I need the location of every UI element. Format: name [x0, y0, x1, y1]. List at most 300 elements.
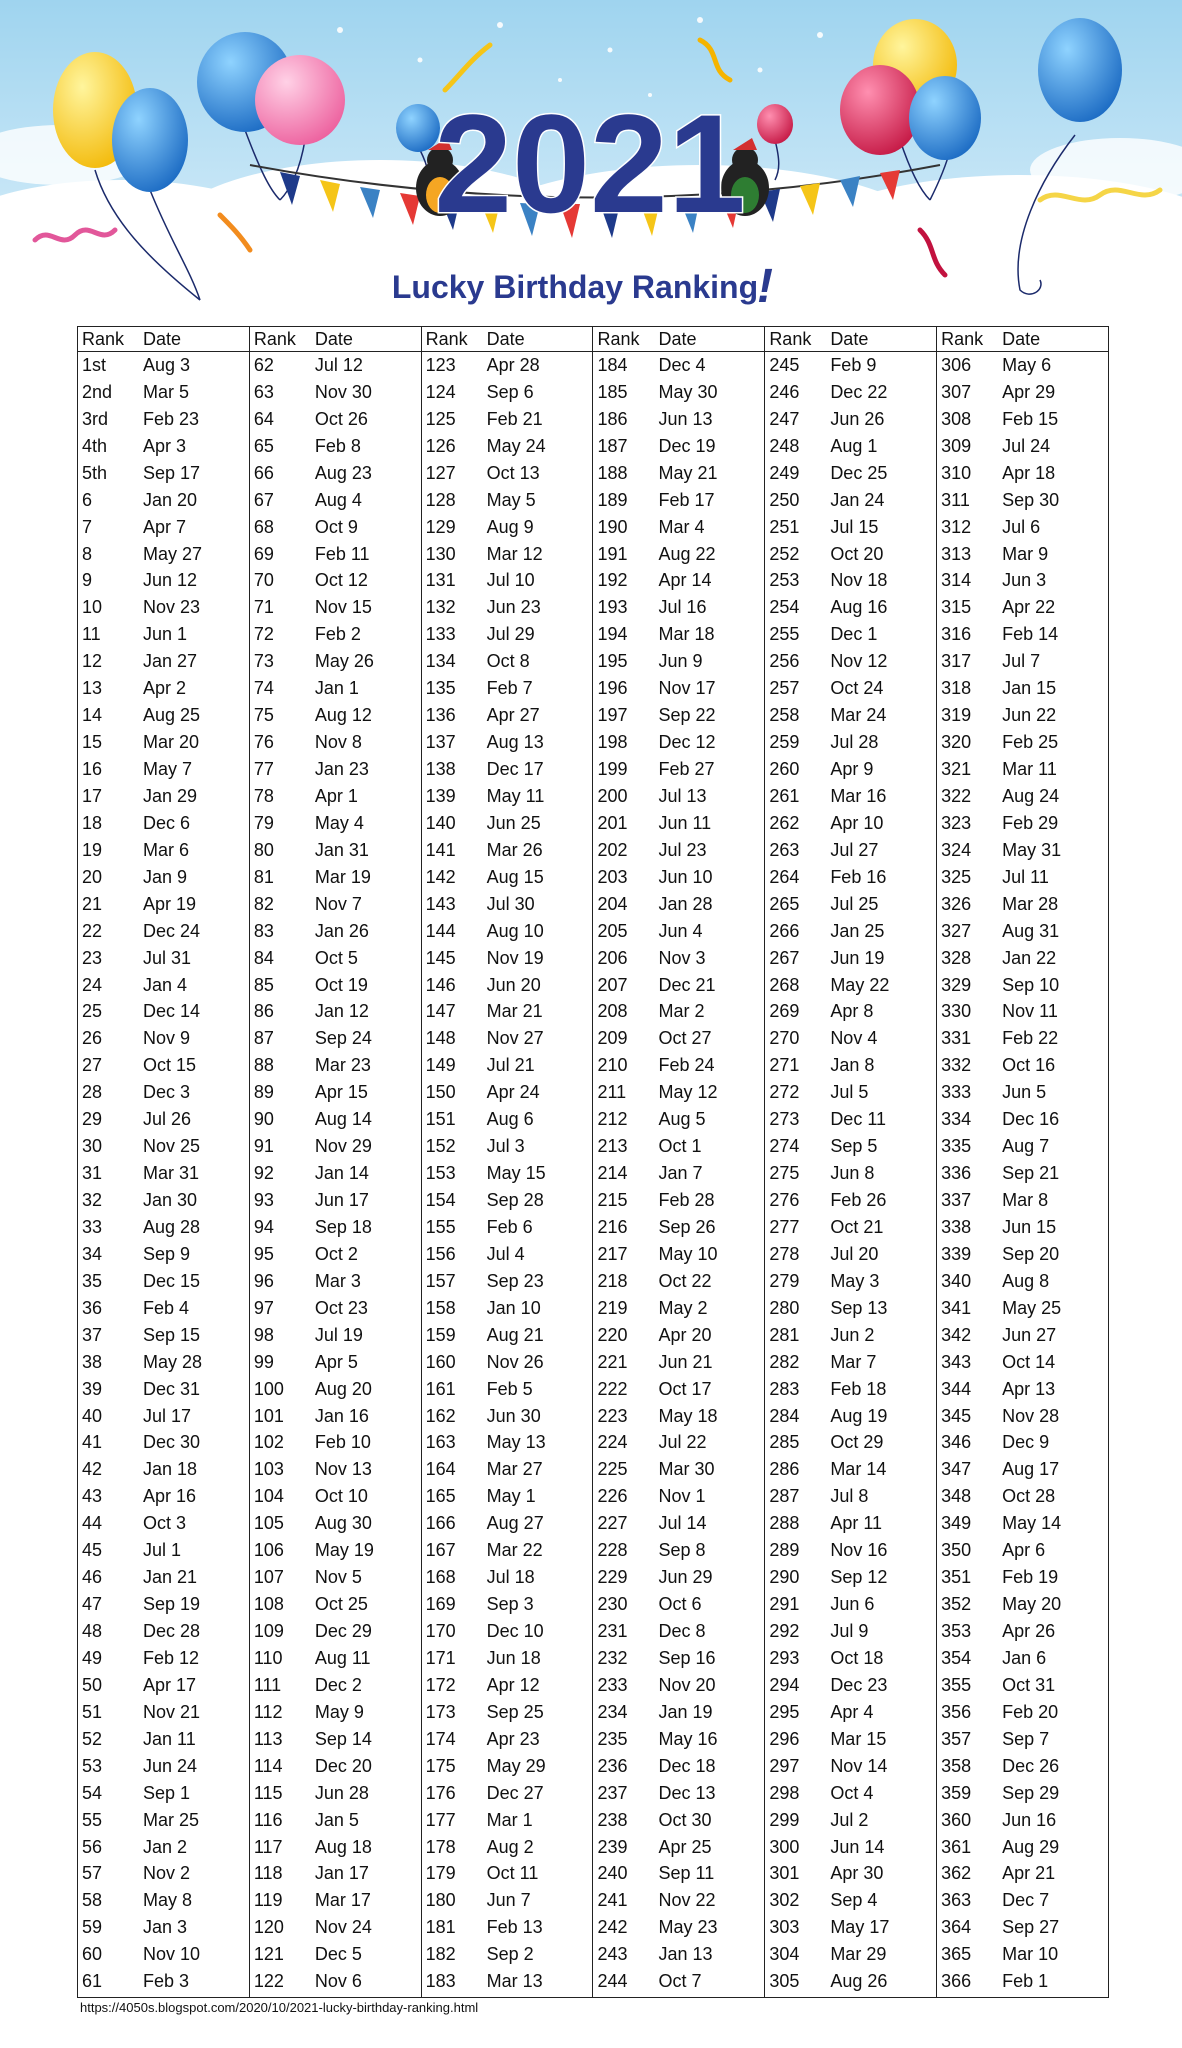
rank-cell: 185 [597, 381, 628, 402]
date-cell: Jun 3 [1002, 570, 1047, 591]
table-row [593, 1079, 764, 1106]
date-cell: Jul 11 [1002, 866, 1049, 887]
rank-cell: 298 [769, 1782, 800, 1803]
ranking-column [249, 327, 421, 1997]
table-row [593, 1699, 764, 1726]
date-cell: Sep 14 [314, 1728, 372, 1749]
table-row [937, 1726, 1108, 1753]
date-cell: Jun 2 [830, 1324, 875, 1345]
rank-cell: 260 [769, 759, 800, 780]
ranking-column [421, 327, 593, 1997]
date-cell: Jan 20 [143, 489, 198, 510]
banner-illustration [0, 0, 1182, 320]
rank-cell: 140 [425, 812, 456, 833]
table-row [937, 1968, 1108, 1995]
rank-cell: 354 [941, 1647, 972, 1668]
rank-cell: 237 [597, 1782, 628, 1803]
rank-cell: 284 [769, 1405, 800, 1426]
table-row [78, 487, 249, 514]
rank-cell: 235 [597, 1728, 628, 1749]
table-row [593, 1672, 764, 1699]
rank-cell: 120 [253, 1917, 284, 1938]
date-cell: Nov 3 [658, 947, 706, 968]
table-row [422, 1160, 593, 1187]
date-header: Date [314, 328, 353, 349]
date-cell: Jan 30 [143, 1190, 198, 1211]
table-row [937, 1268, 1108, 1295]
rank-cell: 317 [941, 651, 972, 672]
rank-cell: 113 [253, 1728, 283, 1749]
rank-cell: 213 [597, 1136, 628, 1157]
rank-cell: 94 [253, 1216, 274, 1237]
date-cell: Mar 18 [658, 624, 715, 645]
date-cell: Dec 6 [143, 812, 191, 833]
table-row [593, 1295, 764, 1322]
rank-cell: 249 [769, 462, 800, 483]
table-row [593, 729, 764, 756]
table-row [78, 1726, 249, 1753]
table-row [593, 972, 764, 999]
table-row [250, 756, 421, 783]
date-cell: Oct 10 [314, 1486, 368, 1507]
date-cell: Oct 14 [1002, 1351, 1056, 1372]
table-row [78, 541, 249, 568]
date-cell: Jun 10 [658, 866, 713, 887]
table-row [78, 1564, 249, 1591]
rank-cell: 296 [769, 1728, 800, 1749]
rank-cell: 277 [769, 1216, 800, 1237]
date-cell: Jun 26 [830, 408, 885, 429]
table-row [250, 568, 421, 595]
table-row [765, 1214, 936, 1241]
date-cell: Jan 8 [830, 1055, 875, 1076]
rank-cell: 323 [941, 812, 972, 833]
rank-cell: 337 [941, 1190, 972, 1211]
table-row [422, 999, 593, 1026]
date-cell: Mar 2 [658, 1001, 705, 1022]
source-url: https://4050s.blogspot.com/2020/10/2021-lucky-birthday-ranking.html [80, 2000, 479, 2015]
rank-cell: 251 [769, 516, 800, 537]
table-row [422, 621, 593, 648]
rank-cell: 46 [82, 1567, 103, 1588]
date-cell: Jan 4 [143, 974, 188, 995]
table-row [78, 891, 249, 918]
rank-cell: 153 [425, 1163, 456, 1184]
table-row [78, 1322, 249, 1349]
date-cell: Oct 12 [314, 570, 368, 591]
rank-cell: 366 [941, 1971, 972, 1992]
blue-balloon-icon [1038, 18, 1122, 122]
table-row [593, 783, 764, 810]
rank-cell: 239 [597, 1836, 628, 1857]
table-row [765, 1025, 936, 1052]
date-cell: Aug 18 [314, 1836, 372, 1857]
rank-cell: 234 [597, 1701, 628, 1722]
rank-cell: 217 [597, 1243, 628, 1264]
table-row [765, 1106, 936, 1133]
date-cell: May 19 [314, 1540, 374, 1561]
date-cell: Sep 22 [658, 705, 716, 726]
rank-cell: 92 [253, 1163, 274, 1184]
rank-cell: 117 [253, 1836, 283, 1857]
table-row [250, 433, 421, 460]
date-cell: Oct 5 [314, 947, 358, 968]
rank-cell: 74 [253, 678, 274, 699]
date-cell: Sep 5 [830, 1136, 878, 1157]
date-cell: Jul 9 [830, 1621, 869, 1642]
rank-cell: 286 [769, 1459, 800, 1480]
rank-cell: 269 [769, 1001, 800, 1022]
rank-cell: 70 [253, 570, 274, 591]
date-cell: Dec 14 [143, 1001, 201, 1022]
table-row [250, 864, 421, 891]
date-cell: Dec 27 [486, 1782, 544, 1803]
table-row [78, 1376, 249, 1403]
date-cell: May 20 [1002, 1594, 1062, 1615]
table-row [937, 514, 1108, 541]
table-row [593, 514, 764, 541]
rank-cell: 204 [597, 893, 628, 914]
table-row [78, 1214, 249, 1241]
date-cell: Jan 25 [830, 920, 885, 941]
date-cell: Jul 20 [830, 1243, 879, 1264]
table-row [250, 1025, 421, 1052]
date-cell: Jul 13 [658, 785, 707, 806]
date-cell: May 6 [1002, 354, 1052, 375]
rank-cell: 125 [425, 408, 456, 429]
rank-cell: 148 [425, 1028, 456, 1049]
rank-cell: 42 [82, 1459, 103, 1480]
table-row [937, 1887, 1108, 1914]
rank-cell: 3rd [82, 408, 109, 429]
table-row [937, 1672, 1108, 1699]
date-cell: Mar 6 [143, 839, 190, 860]
date-cell: Apr 14 [658, 570, 712, 591]
rank-cell: 171 [425, 1647, 456, 1668]
rank-header: Rank [597, 328, 640, 349]
date-cell: Jul 22 [658, 1432, 707, 1453]
table-row [937, 487, 1108, 514]
table-row [250, 1618, 421, 1645]
date-cell: May 27 [143, 543, 203, 564]
rank-cell: 299 [769, 1809, 800, 1830]
table-row [937, 568, 1108, 595]
table-row [765, 1780, 936, 1807]
rank-cell: 124 [425, 381, 456, 402]
rank-cell: 221 [597, 1351, 628, 1372]
table-row [422, 1672, 593, 1699]
table-row [937, 756, 1108, 783]
date-cell: Feb 23 [143, 408, 200, 429]
rank-cell: 183 [425, 1971, 456, 1992]
date-cell: Nov 16 [830, 1540, 888, 1561]
rank-cell: 9 [82, 570, 93, 591]
rank-cell: 198 [597, 732, 628, 753]
date-cell: Oct 9 [314, 516, 358, 537]
rank-cell: 8 [82, 543, 93, 564]
date-cell: Jul 4 [486, 1243, 525, 1264]
table-row [593, 594, 764, 621]
rank-cell: 144 [425, 920, 456, 941]
table-row [765, 837, 936, 864]
table-row [765, 541, 936, 568]
table-row [765, 379, 936, 406]
date-cell: Jul 28 [830, 732, 879, 753]
date-cell: Dec 11 [830, 1109, 887, 1130]
date-cell: Aug 14 [314, 1109, 372, 1130]
date-cell: Jan 7 [658, 1163, 703, 1184]
rank-cell: 137 [425, 732, 456, 753]
rank-cell: 86 [253, 1001, 274, 1022]
rank-cell: 273 [769, 1109, 800, 1130]
rank-cell: 13 [82, 678, 103, 699]
table-row [422, 1834, 593, 1861]
date-cell: Jun 20 [486, 974, 541, 995]
date-cell: Jun 19 [830, 947, 885, 968]
rank-cell: 301 [769, 1863, 800, 1884]
date-cell: Jan 15 [1002, 678, 1057, 699]
date-cell: Aug 23 [314, 462, 372, 483]
date-cell: Dec 29 [314, 1621, 372, 1642]
date-cell: Feb 20 [1002, 1701, 1059, 1722]
date-cell: Mar 3 [314, 1270, 361, 1291]
rank-cell: 361 [941, 1836, 972, 1857]
date-cell: Jun 9 [658, 651, 703, 672]
table-row [422, 1241, 593, 1268]
table-row [937, 675, 1108, 702]
date-cell: Aug 24 [1002, 785, 1060, 806]
date-cell: Feb 12 [143, 1647, 200, 1668]
date-cell: Jul 7 [1002, 651, 1041, 672]
rank-cell: 352 [941, 1594, 972, 1615]
table-row [422, 1968, 593, 1995]
table-row [765, 783, 936, 810]
date-cell: Apr 22 [1002, 597, 1056, 618]
table-row [250, 1052, 421, 1079]
table-row [422, 1914, 593, 1941]
table-row [250, 1160, 421, 1187]
table-row [78, 837, 249, 864]
column-header [422, 327, 593, 352]
date-cell: Oct 16 [1002, 1055, 1056, 1076]
table-row [78, 1834, 249, 1861]
date-cell: Oct 7 [658, 1971, 702, 1992]
date-header: Date [658, 328, 697, 349]
date-cell: Oct 25 [314, 1594, 368, 1615]
table-row [78, 756, 249, 783]
rank-cell: 131 [425, 570, 456, 591]
rank-cell: 48 [82, 1621, 103, 1642]
table-row [765, 918, 936, 945]
rank-cell: 291 [769, 1594, 800, 1615]
rank-cell: 28 [82, 1082, 103, 1103]
table-row [78, 1780, 249, 1807]
table-row [937, 1510, 1108, 1537]
rank-cell: 11 [82, 624, 101, 645]
date-cell: May 21 [658, 462, 718, 483]
date-cell: Nov 30 [314, 381, 372, 402]
rank-cell: 227 [597, 1513, 628, 1534]
table-row [593, 1510, 764, 1537]
rank-cell: 107 [253, 1567, 284, 1588]
date-cell: May 31 [1002, 839, 1062, 860]
date-cell: Jul 26 [143, 1109, 192, 1130]
rank-cell: 357 [941, 1728, 972, 1749]
table-row [765, 1564, 936, 1591]
table-row [250, 514, 421, 541]
rank-cell: 98 [253, 1324, 274, 1345]
table-row [250, 1699, 421, 1726]
date-cell: Jul 18 [486, 1567, 535, 1588]
table-row [250, 972, 421, 999]
rank-cell: 72 [253, 624, 274, 645]
table-row [250, 1187, 421, 1214]
rank-cell: 196 [597, 678, 628, 699]
date-cell: Aug 1 [830, 435, 878, 456]
table-row [593, 1861, 764, 1888]
date-cell: Nov 4 [830, 1028, 878, 1049]
rank-cell: 263 [769, 839, 800, 860]
table-row [78, 1456, 249, 1483]
table-row [937, 1861, 1108, 1888]
rank-cell: 31 [82, 1163, 103, 1184]
table-row [250, 1914, 421, 1941]
date-cell: Oct 30 [658, 1809, 712, 1830]
table-row [937, 1322, 1108, 1349]
date-cell: Jun 24 [143, 1755, 198, 1776]
date-cell: Dec 10 [486, 1621, 544, 1642]
rank-cell: 36 [82, 1297, 103, 1318]
date-cell: Jan 11 [143, 1728, 196, 1749]
table-row [250, 1322, 421, 1349]
rank-cell: 250 [769, 489, 800, 510]
date-cell: Mar 17 [314, 1890, 371, 1911]
date-cell: Jul 16 [658, 597, 707, 618]
date-cell: Jun 16 [1002, 1809, 1057, 1830]
table-row [937, 729, 1108, 756]
rank-cell: 215 [597, 1190, 628, 1211]
date-cell: Apr 9 [830, 759, 874, 780]
column-header [78, 327, 249, 352]
table-row [78, 1483, 249, 1510]
rank-cell: 289 [769, 1540, 800, 1561]
date-cell: Jan 23 [314, 759, 369, 780]
date-cell: Aug 6 [486, 1109, 534, 1130]
table-row [422, 541, 593, 568]
date-cell: May 25 [1002, 1297, 1062, 1318]
date-cell: May 11 [486, 785, 545, 806]
table-row [593, 1241, 764, 1268]
table-row [250, 783, 421, 810]
rank-cell: 167 [425, 1540, 456, 1561]
date-cell: Dec 15 [143, 1270, 201, 1291]
rank-cell: 27 [82, 1055, 103, 1076]
rank-cell: 316 [941, 624, 972, 645]
table-row [422, 702, 593, 729]
table-row [937, 1914, 1108, 1941]
rank-cell: 343 [941, 1351, 972, 1372]
rank-cell: 329 [941, 974, 972, 995]
date-cell: Mar 25 [143, 1809, 200, 1830]
date-cell: Feb 8 [314, 435, 361, 456]
rank-cell: 78 [253, 785, 274, 806]
date-cell: Aug 30 [314, 1513, 372, 1534]
table-row [593, 568, 764, 595]
table-row [593, 837, 764, 864]
table-row [78, 864, 249, 891]
table-row [765, 1672, 936, 1699]
table-row [250, 1861, 421, 1888]
rank-cell: 220 [597, 1324, 628, 1345]
table-row [250, 352, 421, 379]
table-row [593, 1887, 764, 1914]
date-cell: May 23 [658, 1917, 718, 1938]
date-cell: Jan 16 [314, 1405, 369, 1426]
date-cell: Mar 27 [486, 1459, 543, 1480]
rank-cell: 192 [597, 570, 628, 591]
date-cell: May 2 [658, 1297, 708, 1318]
rank-cell: 358 [941, 1755, 972, 1776]
table-row [593, 1106, 764, 1133]
rank-cell: 104 [253, 1486, 284, 1507]
rank-cell: 320 [941, 732, 972, 753]
table-row [937, 621, 1108, 648]
date-cell: Jan 5 [314, 1809, 359, 1830]
rank-cell: 223 [597, 1405, 628, 1426]
rank-cell: 341 [941, 1297, 972, 1318]
rank-cell: 15 [82, 732, 103, 753]
table-row [593, 1753, 764, 1780]
date-cell: May 8 [143, 1890, 193, 1911]
date-cell: Aug 20 [314, 1378, 372, 1399]
table-row [78, 433, 249, 460]
date-cell: Feb 17 [658, 489, 715, 510]
rank-cell: 95 [253, 1243, 274, 1264]
date-cell: Nov 21 [143, 1701, 201, 1722]
rank-cell: 108 [253, 1594, 284, 1615]
date-cell: Apr 3 [143, 435, 187, 456]
date-cell: Jan 6 [1002, 1647, 1047, 1668]
date-cell: Aug 19 [830, 1405, 888, 1426]
rank-cell: 345 [941, 1405, 972, 1426]
table-row [593, 648, 764, 675]
table-row [422, 379, 593, 406]
table-row [78, 783, 249, 810]
rank-cell: 34 [82, 1243, 103, 1264]
table-row [422, 406, 593, 433]
table-row [422, 1618, 593, 1645]
date-cell: Nov 26 [486, 1351, 544, 1372]
date-cell: Jan 13 [658, 1944, 713, 1965]
rank-cell: 84 [253, 947, 274, 968]
table-row [937, 1214, 1108, 1241]
table-row [422, 918, 593, 945]
date-cell: Sep 10 [1002, 974, 1060, 995]
table-row [593, 1456, 764, 1483]
rank-cell: 195 [597, 651, 628, 672]
table-row [422, 487, 593, 514]
table-row [78, 1645, 249, 1672]
rank-cell: 77 [253, 759, 274, 780]
rank-cell: 276 [769, 1190, 800, 1211]
rank-cell: 238 [597, 1809, 628, 1830]
table-row [78, 1187, 249, 1214]
table-row [765, 1187, 936, 1214]
rank-cell: 324 [941, 839, 972, 860]
date-cell: Jan 9 [143, 866, 188, 887]
table-row [937, 702, 1108, 729]
rank-cell: 275 [769, 1163, 800, 1184]
